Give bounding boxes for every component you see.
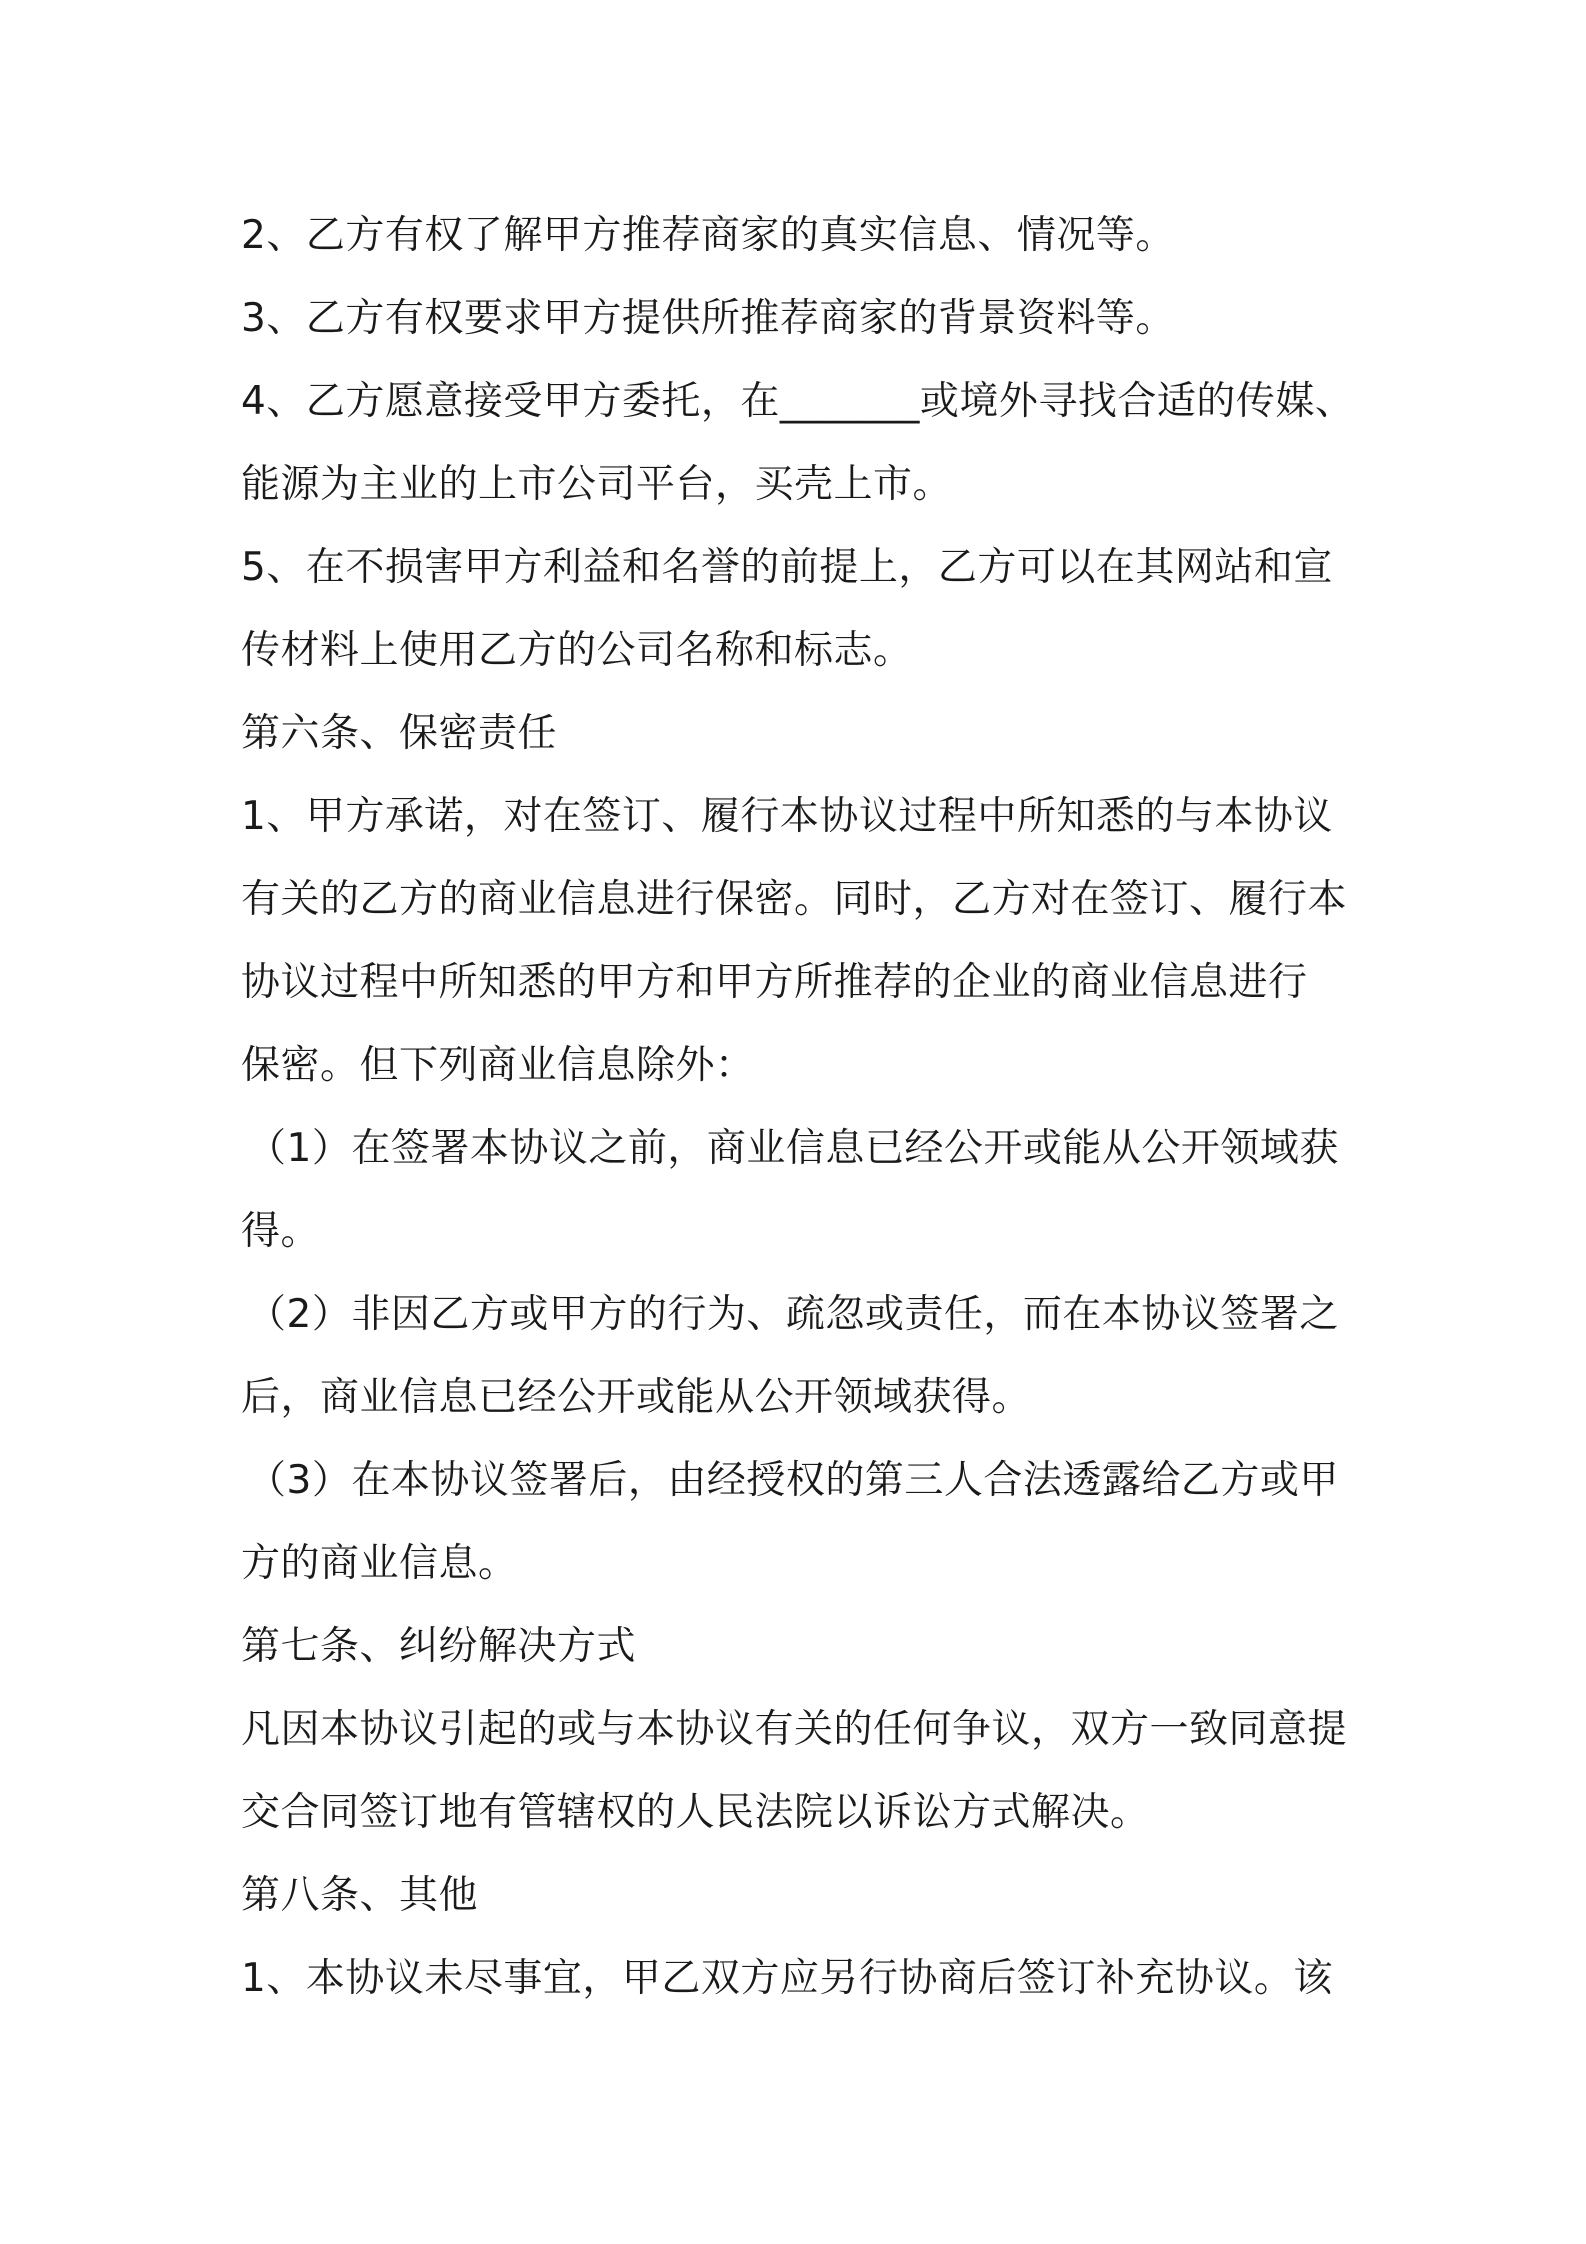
article-8-heading: 第八条、其他: [241, 1873, 479, 1918]
article-6-heading: 第六条、保密责任: [241, 711, 558, 756]
dispute-resolution-text: 凡因本协议引起的或与本协议有关的任何争议，双方一致同意提: [241, 1707, 1348, 1752]
exception-3-cont: 方的商业信息。: [241, 1541, 518, 1586]
clause-5-item-4: 4、乙方愿意接受甲方委托，在_______或境外寻找合适的传媒、: [241, 379, 1355, 424]
clause-6-item-1-cont-3: 保密。但下列商业信息除外：: [241, 1043, 755, 1088]
clause-6-item-1-cont-2: 协议过程中所知悉的甲方和甲方所推荐的企业的商业信息进行: [241, 960, 1308, 1005]
exception-2-cont: 后，商业信息已经公开或能从公开领域获得。: [241, 1375, 1032, 1420]
clause-5-item-4-cont: 能源为主业的上市公司平台，买壳上市。: [241, 462, 953, 507]
clause-6-item-1: 1、甲方承诺，对在签订、履行本协议过程中所知悉的与本协议: [241, 794, 1333, 839]
clause-5-item-2: 2、乙方有权了解甲方推荐商家的真实信息、情况等。: [241, 213, 1175, 258]
exception-3: （3）在本协议签署后，由经授权的第三人合法透露给乙方或甲: [247, 1458, 1339, 1503]
clause-5-item-3: 3、乙方有权要求甲方提供所推荐商家的背景资料等。: [241, 296, 1175, 341]
exception-1-cont: 得。: [241, 1209, 321, 1254]
document-body: [241, 194, 1361, 2020]
dispute-resolution-text-cont: 交合同签订地有管辖权的人民法院以诉讼方式解决。: [241, 1790, 1150, 1835]
exception-2: （2）非因乙方或甲方的行为、疏忽或责任，而在本协议签署之: [247, 1292, 1339, 1337]
article-7-heading: 第七条、纠纷解决方式: [241, 1624, 637, 1669]
clause-6-item-1-cont-1: 有关的乙方的商业信息进行保密。同时，乙方对在签订、履行本: [241, 877, 1348, 922]
clause-5-item-5: 5、在不损害甲方利益和名誉的前提上，乙方可以在其网站和宣: [241, 545, 1333, 590]
exception-1: （1）在签署本协议之前，商业信息已经公开或能从公开领域获: [247, 1126, 1339, 1171]
clause-5-item-5-cont: 传材料上使用乙方的公司名称和标志。: [241, 628, 913, 673]
clause-8-item-1: 1、本协议未尽事宜，甲乙双方应另行协商后签订补充协议。该: [241, 1956, 1333, 2001]
